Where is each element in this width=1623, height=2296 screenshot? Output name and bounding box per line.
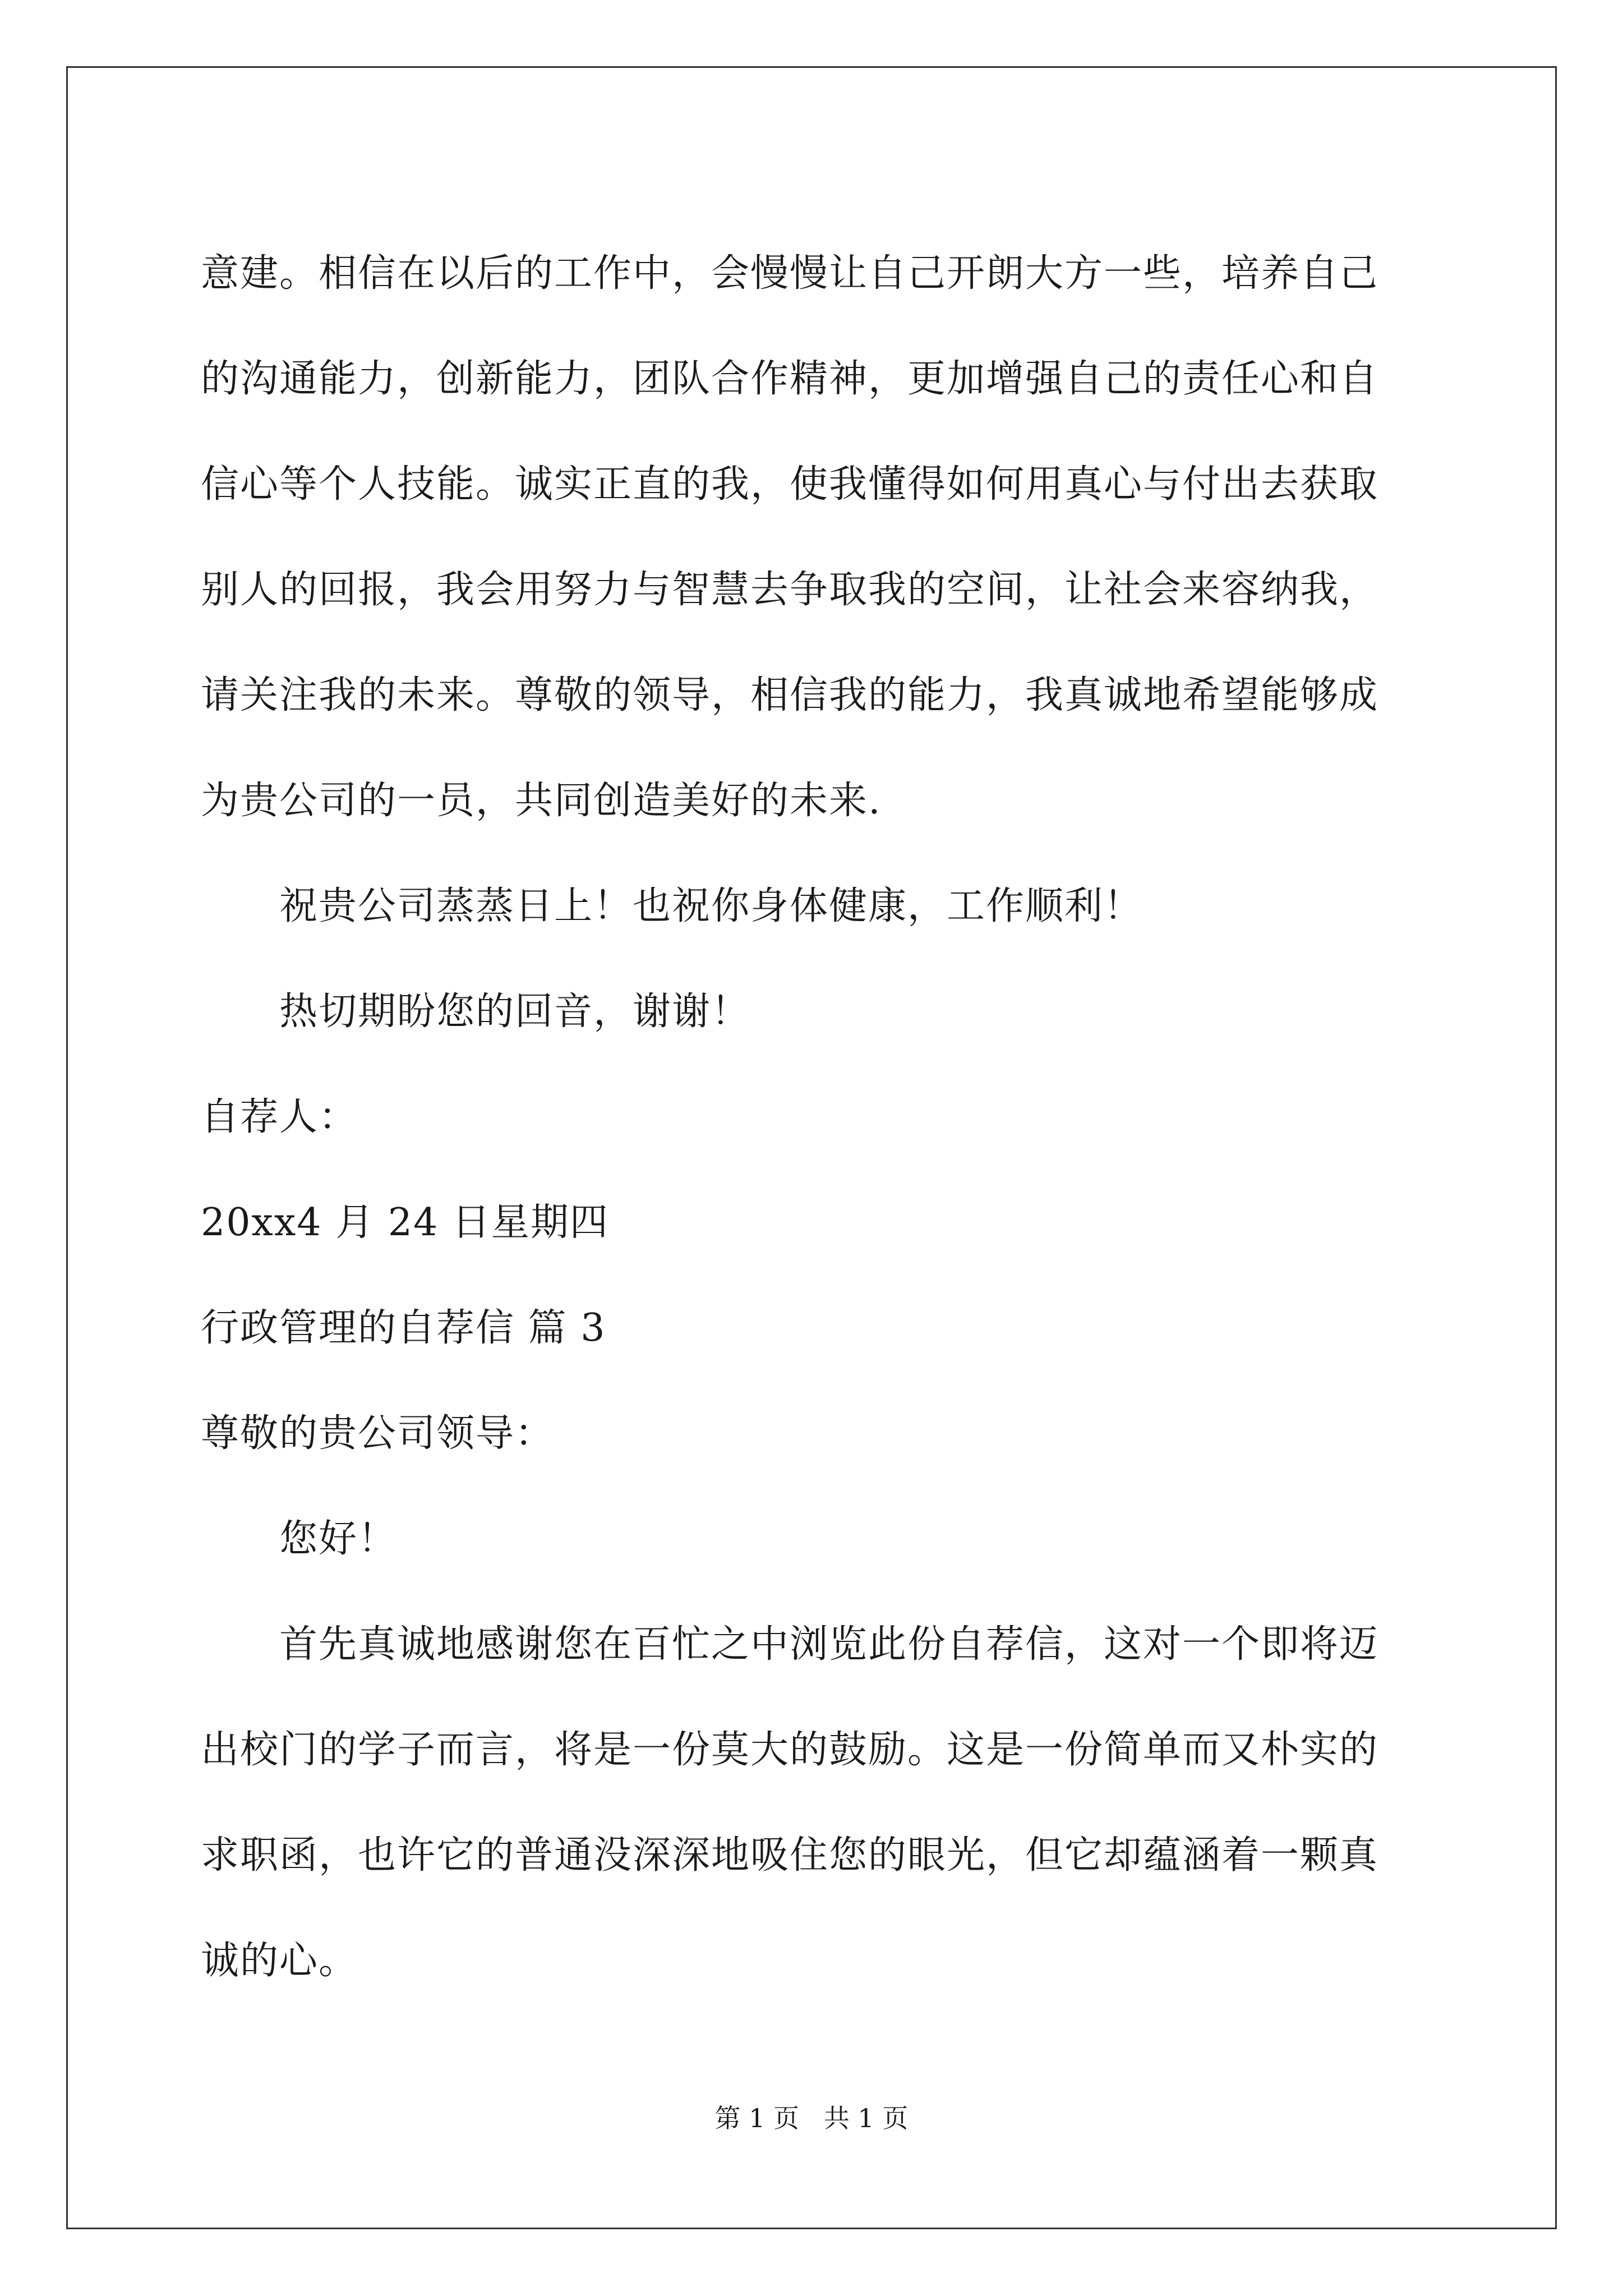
document-body [201,221,1423,2014]
body-line-14: 首先真诚地感谢您在百忙之中浏览此份自荐信，这对一个即将迈 [279,1622,1379,1667]
body-line-1: 意建。相信在以后的工作中，会慢慢让自己开朗大方一些，培养自己 [201,251,1379,296]
closing-thanks: 热切期盼您的回音，谢谢！ [279,990,751,1034]
body-line-5: 请关注我的未来。尊敬的领导，相信我的能力，我真诚地希望能够成 [201,673,1379,717]
date-line: 20xx4 月 24 日星期四 [201,1200,609,1245]
body-line-6: 为贵公司的一员，共同创造美好的未来. [201,779,882,823]
body-line-4: 别人的回报，我会用努力与智慧去争取我的空间，让社会来容纳我， [201,568,1379,612]
body-line-15: 出校门的学子而言，将是一份莫大的鼓励。这是一份简单而又朴实的 [201,1728,1379,1772]
greeting: 您好！ [279,1517,398,1561]
section-title: 行政管理的自荐信 篇 3 [201,1306,606,1350]
body-line-16: 求职函，也许它的普通没深深地吸住您的眼光，但它却蕴涵着一颗真 [201,1833,1379,1878]
signature-label: 自荐人： [201,1095,358,1139]
body-line-2: 的沟通能力，创新能力，团队合作精神，更加增强自己的责任心和自 [201,357,1379,401]
salutation: 尊敬的贵公司领导： [201,1411,555,1456]
body-line-3: 信心等个人技能。诚实正直的我，使我懂得如何用真心与付出去获取 [201,462,1379,507]
body-line-17: 诚的心。 [201,1939,358,1983]
page-number-footer: 第 1 页 共 1 页 [714,2103,909,2133]
closing-wish: 祝贵公司蒸蒸日上！也祝你身体健康，工作顺利！ [279,884,1144,928]
